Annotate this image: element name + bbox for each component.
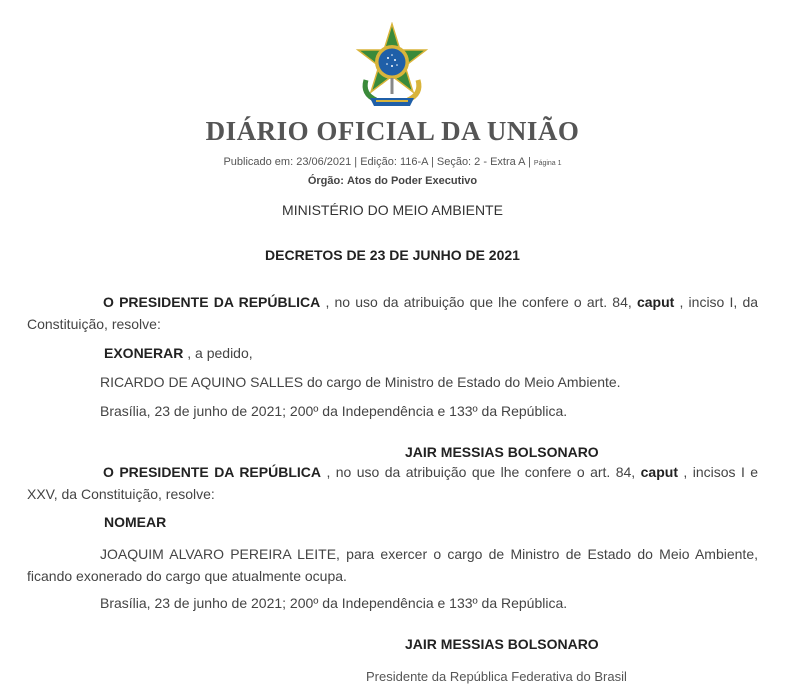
decree1-preamble	[27, 291, 758, 335]
caput-label: caput	[640, 464, 678, 480]
caput-label: caput	[636, 294, 675, 310]
preamble-tail: , inciso I, da Constituição, resolve:	[27, 294, 759, 332]
decree-title: DECRETOS DE 23 DE JUNHO DE 2021	[265, 247, 520, 263]
preamble-tail: , incisos I e XXV, da Constituição, resolve:	[27, 464, 759, 502]
preamble-text: , no uso da atribuição que lhe confere o art. 84,	[326, 464, 636, 480]
body-text: JOAQUIM ALVARO PEREIRA LEITE, para exercer o cargo de Ministro de Estado do Meio Ambiente, ficando exonerado do cargo que atualmente ocupa.	[27, 546, 758, 584]
decree2-preamble	[27, 461, 758, 505]
decree1-signature: JAIR MESSIAS BOLSONARO	[405, 444, 599, 460]
president-label: O PRESIDENTE DA REPÚBLICA	[103, 294, 321, 310]
decree2-body	[27, 543, 758, 587]
orgao-line	[0, 175, 785, 187]
decree1-body: RICARDO DE AQUINO SALLES do cargo de Ministro de Estado do Meio Ambiente.	[100, 374, 621, 390]
decree2-place-date: Brasília, 23 de junho de 2021; 200º da Independência e 133º da República.	[100, 595, 568, 611]
action-tail: , a pedido,	[187, 345, 253, 361]
brazil-coat-of-arms-icon	[352, 22, 432, 108]
decree2-signature: JAIR MESSIAS BOLSONARO	[405, 636, 599, 652]
action-label: EXONERAR	[104, 345, 184, 361]
action-label: NOMEAR	[104, 514, 167, 530]
preamble-text: , no uso da atribuição que lhe confere o art. 84,	[325, 294, 632, 310]
publication-line: Publicado em: 23/06/2021 | Edição: 116-A | Seção: 2 - Extra A |	[223, 156, 531, 168]
signatory-role: Presidente da República Federativa do Brasil	[366, 669, 627, 684]
president-label: O PRESIDENTE DA REPÚBLICA	[103, 464, 321, 480]
decree2-action	[104, 514, 166, 530]
publication-info	[0, 156, 785, 168]
page-title: DIÁRIO OFICIAL DA UNIÃO	[205, 116, 580, 146]
decree1-place-date: Brasília, 23 de junho de 2021; 200º da Independência e 133º da República.	[100, 403, 568, 419]
orgao-label: Órgão:	[307, 175, 344, 187]
orgao-value: Atos do Poder Executivo	[346, 175, 478, 187]
page-number: Página 1	[533, 160, 562, 167]
decree1-action	[104, 345, 253, 361]
ministry-name: MINISTÉRIO DO MEIO AMBIENTE	[282, 202, 503, 218]
